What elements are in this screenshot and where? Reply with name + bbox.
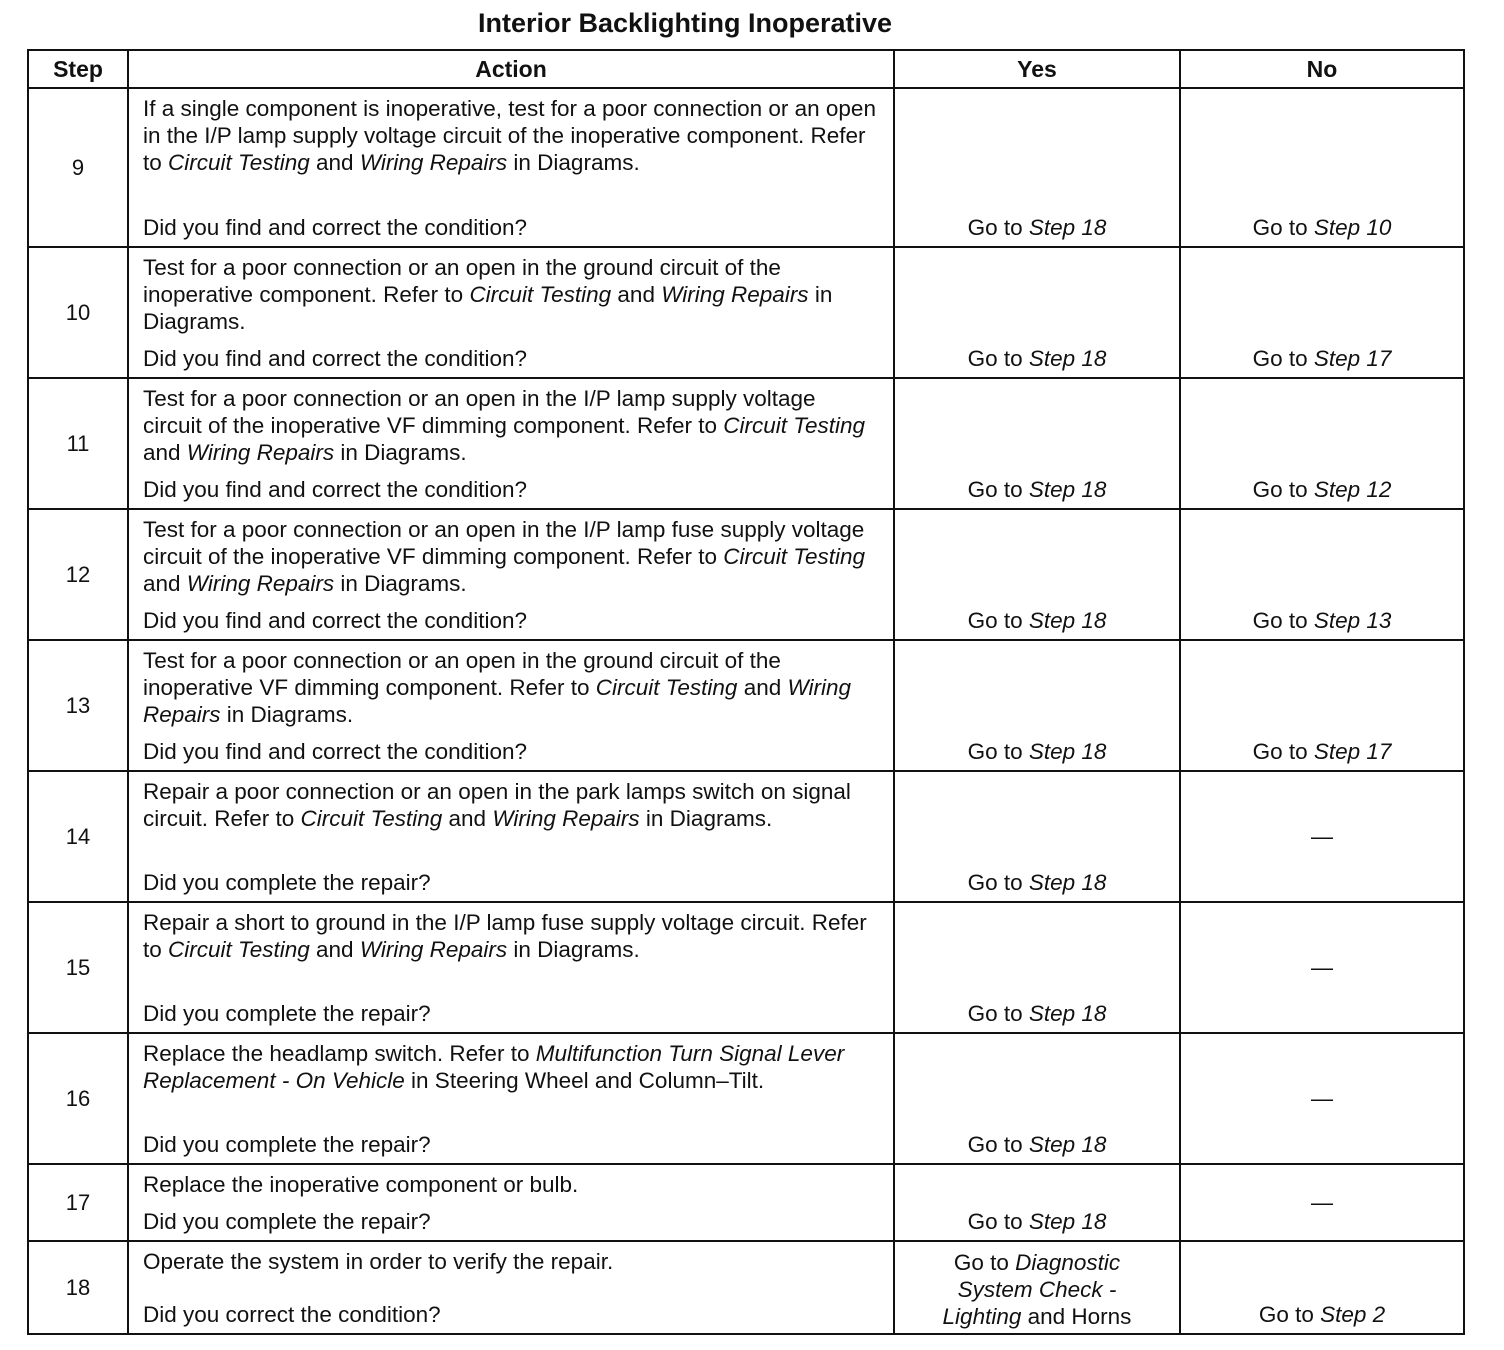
- yes-cell: [894, 771, 1180, 902]
- yes-cell: [894, 88, 1180, 247]
- italic-text: Wiring Repairs: [186, 571, 335, 596]
- text-run: Go to: [967, 477, 1029, 502]
- yes-result: [895, 1000, 1179, 1027]
- action-text: [129, 1242, 893, 1275]
- no-cell-dash: —: [1180, 771, 1464, 902]
- italic-text: Circuit Testing: [168, 937, 310, 962]
- action-cell: [128, 1164, 894, 1241]
- step-number: 9: [28, 88, 128, 247]
- text-run: Test for a poor connection or an open in the ground circuit of the inoperative component. Refer to: [143, 255, 781, 307]
- no-cell-dash: —: [1180, 902, 1464, 1033]
- step-number: 10: [28, 247, 128, 378]
- no-result: [1181, 476, 1463, 503]
- text-run: Go to: [967, 608, 1029, 633]
- action-question: Did you find and correct the condition?: [143, 608, 527, 633]
- yes-cell: [894, 1164, 1180, 1241]
- text-run: Replace the headlamp switch. Refer to: [143, 1041, 536, 1066]
- action-question: Did you complete the repair?: [143, 1209, 431, 1234]
- text-run: and: [442, 806, 493, 831]
- italic-text: Step 18: [1028, 477, 1107, 502]
- text-run: Go to: [1258, 1302, 1321, 1327]
- yes-result: [895, 607, 1179, 634]
- italic-text: Step 18: [1028, 608, 1107, 633]
- italic-text: Step 18: [1028, 346, 1107, 371]
- header-yes: Yes: [894, 50, 1180, 88]
- header-step: Step: [28, 50, 128, 88]
- step-number: 13: [28, 640, 128, 771]
- text-run: Go to: [1252, 739, 1314, 764]
- action-cell: [128, 1241, 894, 1334]
- text-run: Go to: [967, 215, 1029, 240]
- no-result: [1181, 214, 1463, 241]
- action-text: [129, 1165, 893, 1198]
- yes-result: [895, 476, 1179, 503]
- text-run: and: [143, 571, 187, 596]
- italic-text: Wiring Repairs: [359, 150, 508, 175]
- header-no: No: [1180, 50, 1464, 88]
- text-run: in Diagrams.: [507, 937, 640, 962]
- text-run: and Horns: [1021, 1304, 1132, 1329]
- italic-text: Step 18: [1028, 1209, 1107, 1234]
- italic-text: Circuit Testing: [595, 675, 738, 700]
- action-text: [129, 772, 893, 832]
- action-cell: [128, 378, 894, 509]
- italic-text: Step 12: [1313, 477, 1392, 502]
- step-number: 16: [28, 1033, 128, 1164]
- yes-cell: [894, 378, 1180, 509]
- yes-cell: [894, 902, 1180, 1033]
- table-row: [28, 1241, 1464, 1334]
- table-row: [28, 1164, 1464, 1241]
- text-run: in Diagrams.: [220, 702, 354, 727]
- text-run: Go to: [967, 1209, 1029, 1234]
- no-cell-dash: —: [1180, 1164, 1464, 1241]
- text-run: Test for a poor connection or an open in the I/P lamp supply voltage circuit of the inoperative VF dimming component. Refer to: [143, 386, 816, 438]
- action-text: [129, 903, 893, 963]
- action-question: Did you find and correct the condition?: [143, 215, 527, 240]
- yes-result: [895, 1249, 1179, 1330]
- table-row: [28, 378, 1464, 509]
- text-run: Go to: [967, 1132, 1029, 1157]
- no-result: [1181, 607, 1463, 634]
- action-text: [129, 379, 893, 466]
- italic-text: Circuit Testing: [723, 544, 865, 569]
- text-run: Test for a poor connection or an open in the ground circuit of the inoperative VF dimming component. Refer to: [143, 648, 781, 700]
- italic-text: Multifunction Turn Signal Lever Replacement - On Vehicle: [143, 1041, 845, 1093]
- no-cell-dash: —: [1180, 1033, 1464, 1164]
- table-row: [28, 509, 1464, 640]
- text-run: in Steering Wheel and Column–Tilt.: [404, 1068, 765, 1093]
- italic-text: Circuit Testing: [469, 282, 612, 307]
- text-run: Go to: [1252, 608, 1314, 633]
- italic-text: Wiring Repairs: [359, 937, 508, 962]
- yes-cell: [894, 1241, 1180, 1334]
- italic-text: Circuit Testing: [168, 150, 310, 175]
- table-row: [28, 88, 1464, 247]
- no-cell: [1180, 378, 1464, 509]
- action-question: Did you complete the repair?: [143, 1001, 431, 1026]
- italic-text: Wiring Repairs: [143, 675, 852, 727]
- action-cell: [128, 771, 894, 902]
- action-text: [129, 89, 893, 176]
- diagnostic-table: [27, 49, 1465, 1335]
- action-cell: [128, 640, 894, 771]
- table-row: [28, 640, 1464, 771]
- italic-text: Wiring Repairs: [661, 282, 809, 307]
- step-number: 18: [28, 1241, 128, 1334]
- yes-result: [895, 214, 1179, 241]
- step-number: 12: [28, 509, 128, 640]
- table-row: [28, 247, 1464, 378]
- action-question: Did you complete the repair?: [143, 870, 431, 895]
- italic-text: Step 2: [1320, 1302, 1386, 1327]
- text-run: in Diagrams.: [639, 806, 773, 831]
- text-run: Go to: [967, 346, 1029, 371]
- italic-text: Step 13: [1313, 608, 1392, 633]
- no-result: [1181, 738, 1463, 765]
- italic-text: Step 17: [1313, 346, 1392, 371]
- italic-text: Diagnostic System Check - Lighting: [942, 1250, 1121, 1329]
- text-run: Go to: [1252, 477, 1314, 502]
- action-cell: [128, 247, 894, 378]
- italic-text: Circuit Testing: [300, 806, 443, 831]
- table-row: [28, 771, 1464, 902]
- yes-result: [895, 345, 1179, 372]
- action-cell: [128, 1033, 894, 1164]
- action-text: [129, 248, 893, 335]
- text-run: Replace the inoperative component or bulb.: [143, 1172, 579, 1197]
- text-run: Go to: [1252, 215, 1314, 240]
- text-run: and: [737, 675, 788, 700]
- text-run: and: [309, 150, 360, 175]
- text-run: Go to: [967, 1001, 1029, 1026]
- yes-result: [895, 1208, 1179, 1235]
- italic-text: Wiring Repairs: [186, 440, 335, 465]
- italic-text: Step 18: [1028, 215, 1107, 240]
- yes-result: [895, 738, 1179, 765]
- step-number: 14: [28, 771, 128, 902]
- text-run: in Diagrams.: [334, 440, 467, 465]
- table-row: [28, 902, 1464, 1033]
- page-title: Interior Backlighting Inoperative: [477, 8, 893, 38]
- yes-result: [895, 1131, 1179, 1158]
- text-run: Go to: [953, 1250, 1016, 1275]
- text-run: Repair a poor connection or an open in the park lamps switch on signal circuit. Refer to: [143, 779, 851, 831]
- text-run: Go to: [967, 739, 1029, 764]
- italic-text: Step 18: [1028, 739, 1107, 764]
- step-number: 17: [28, 1164, 128, 1241]
- action-question: Did you correct the condition?: [143, 1302, 441, 1327]
- action-question: Did you find and correct the condition?: [143, 739, 527, 764]
- no-cell: [1180, 1241, 1464, 1334]
- yes-result: [895, 869, 1179, 896]
- text-run: If a single component is inoperative, test for a poor connection or an open in the I/P lamp supply voltage circuit of the inoperative component. Refer to: [143, 96, 876, 175]
- text-run: Operate the system in order to verify the repair.: [143, 1249, 614, 1274]
- yes-cell: [894, 1033, 1180, 1164]
- text-run: and: [309, 937, 360, 962]
- text-run: Go to: [1252, 346, 1314, 371]
- text-run: Test for a poor connection or an open in the I/P lamp fuse supply voltage circuit of the inoperative VF dimming component. Refer to: [143, 517, 865, 569]
- italic-text: Step 10: [1313, 215, 1392, 240]
- text-run: and: [611, 282, 662, 307]
- no-result: [1181, 345, 1463, 372]
- no-cell: [1180, 88, 1464, 247]
- text-run: in Diagrams.: [334, 571, 467, 596]
- action-text: [129, 510, 893, 597]
- no-cell: [1180, 640, 1464, 771]
- no-cell: [1180, 509, 1464, 640]
- action-cell: [128, 902, 894, 1033]
- yes-cell: [894, 247, 1180, 378]
- text-run: Go to: [967, 870, 1029, 895]
- italic-text: Circuit Testing: [723, 413, 865, 438]
- italic-text: Step 17: [1313, 739, 1392, 764]
- no-cell: [1180, 247, 1464, 378]
- text-run: in Diagrams.: [507, 150, 640, 175]
- action-question: Did you complete the repair?: [143, 1132, 431, 1157]
- yes-cell: [894, 509, 1180, 640]
- action-text: [129, 1034, 893, 1094]
- italic-text: Wiring Repairs: [492, 806, 640, 831]
- italic-text: Step 18: [1028, 1132, 1107, 1157]
- yes-cell: [894, 640, 1180, 771]
- action-text: [129, 641, 893, 728]
- text-run: and: [143, 440, 187, 465]
- step-number: 11: [28, 378, 128, 509]
- action-cell: [128, 88, 894, 247]
- action-cell: [128, 509, 894, 640]
- action-question: Did you find and correct the condition?: [143, 477, 527, 502]
- table-row: [28, 1033, 1464, 1164]
- step-number: 15: [28, 902, 128, 1033]
- action-question: Did you find and correct the condition?: [143, 346, 527, 371]
- text-run: Repair a short to ground in the I/P lamp fuse supply voltage circuit. Refer to: [143, 910, 867, 962]
- italic-text: Step 18: [1028, 870, 1107, 895]
- italic-text: Step 18: [1028, 1001, 1107, 1026]
- text-run: in Diagrams.: [143, 282, 833, 334]
- no-result: [1181, 1301, 1463, 1328]
- header-action: Action: [128, 50, 894, 88]
- table-header-row: [28, 50, 1464, 88]
